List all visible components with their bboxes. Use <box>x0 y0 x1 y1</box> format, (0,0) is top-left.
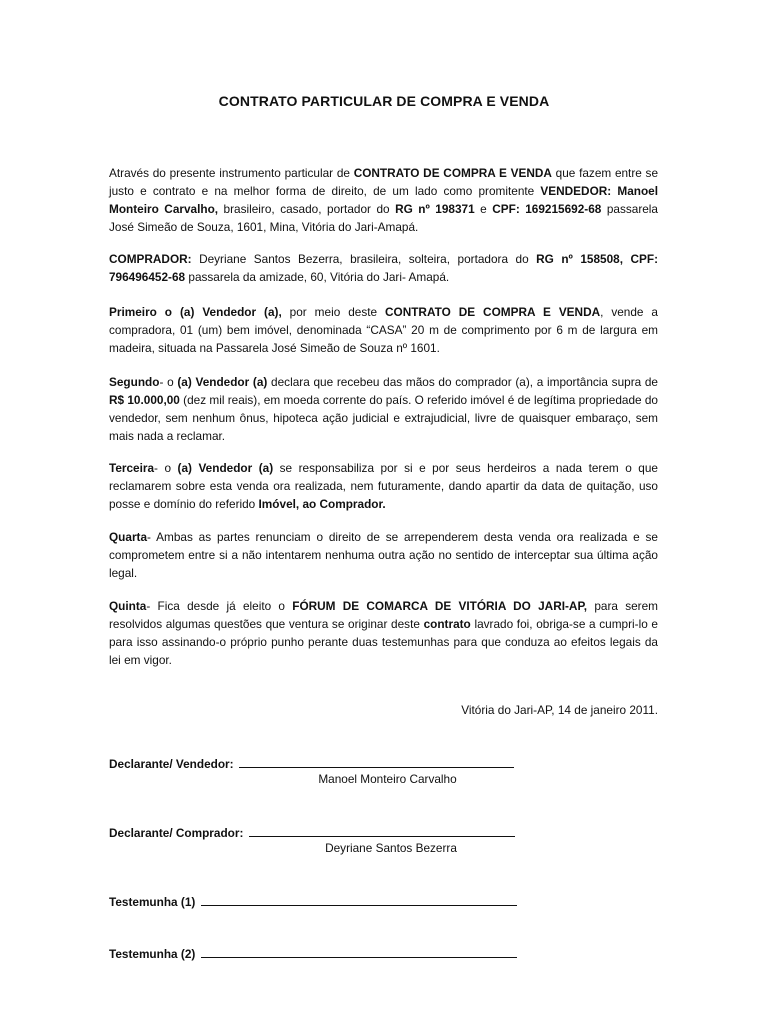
buyer-text-2: passarela da amizade, 60, Vitória do Jari- Amapá. <box>185 270 450 284</box>
document-title: CONTRATO PARTICULAR DE COMPRA E VENDA <box>218 93 550 109</box>
witness-2-label: Testemunha (2) <box>109 947 196 961</box>
fifth-text-3: lavrado foi, obriga-se a cumpri-lo e para isso assinando-o próprio punho perante duas testemunhas para que conduza ao efeitos legais da lei em vigor. <box>109 617 658 667</box>
intro-bold-4: CPF: 169215692-68 <box>492 202 602 216</box>
witness-1-line <box>109 893 517 909</box>
fifth-text-1: - Fica desde já eleito o <box>146 599 293 613</box>
clause-third <box>109 459 658 513</box>
intro-text-5: passarela José Simeão de Souza, 1601, Mina, Vitória do Jari-Amapá. <box>109 202 658 234</box>
first-bold-1: Primeiro o (a) Vendedor (a), <box>109 305 282 319</box>
intro-paragraph <box>109 164 658 236</box>
intro-text-3: brasileiro, casado, portador do <box>218 202 396 216</box>
buyer-signature-rule <box>249 824 515 837</box>
second-bold-1: Segundo <box>109 375 160 389</box>
buyer-signature-line <box>109 824 515 840</box>
fourth-text-1: - Ambas as partes renunciam o direito de se arrependerem desta venda ora realizada e se comprometem entre si a não intentarem nenhuma outra ação no sentido de interceptar sua última ação legal. <box>109 530 658 580</box>
buyer-name: Deyriane Santos Bezerra <box>325 841 457 855</box>
clause-second <box>109 373 658 445</box>
witness-2-line <box>109 945 517 961</box>
fifth-bold-1: Quinta <box>109 599 147 613</box>
first-text-2: , vende a compradora, 01 (um) bem imóvel, denominada “CASA” 20 m de comprimento por 6 m de largura em madeira, situada na Passarela José Simeão de Souza nº 1601. <box>109 305 658 355</box>
fifth-bold-2: FÓRUM DE COMARCA DE VITÓRIA DO JARI-AP, <box>292 599 588 613</box>
third-bold-2: (a) Vendedor (a) <box>177 461 274 475</box>
buyer-text-1: Deyriane Santos Bezerra, brasileira, solteira, portadora do <box>191 252 537 266</box>
second-text-3: (dez mil reais), em moeda corrente do país. O referido imóvel é de legítima propriedade do vendedor, sem nenhum ônus, hipoteca ação judicial e extrajudicial, livre de quaisquer embaraço, sem mais nada a reclamar. <box>109 393 658 443</box>
clause-fifth <box>109 597 658 669</box>
seller-signature-line <box>109 755 514 771</box>
intro-text-2: que fazem entre se justo e contrato e na melhor forma de direito, de um lado como promitente <box>109 166 659 198</box>
seller-signature-label: Declarante/ Vendedor: <box>109 757 234 771</box>
intro-text-1: Através do presente instrumento particular de <box>109 166 354 180</box>
clause-fourth <box>109 528 658 582</box>
second-text-2: declara que recebeu das mãos do comprador (a), a importância supra de <box>267 375 658 389</box>
second-text-1: - o <box>159 375 178 389</box>
second-bold-2: (a) Vendedor (a) <box>177 375 268 389</box>
first-text-1: por meio deste <box>281 305 386 319</box>
intro-bold-3: RG nº 198371 <box>395 202 475 216</box>
fourth-bold-1: Quarta <box>109 530 148 544</box>
intro-bold-1: CONTRATO DE COMPRA E VENDA <box>353 166 552 180</box>
seller-signature-rule <box>239 755 514 768</box>
seller-name: Manoel Monteiro Carvalho <box>318 772 457 786</box>
witness-2-rule <box>201 945 517 958</box>
intro-text-4: e <box>474 202 493 216</box>
witness-1-rule <box>201 893 517 906</box>
fifth-text-2: para serem resolvidos algumas questões que ventura se originar deste <box>109 599 658 631</box>
fifth-bold-3: contrato <box>423 617 471 631</box>
witness-1-label: Testemunha (1) <box>109 895 196 909</box>
second-bold-3: R$ 10.000,00 <box>109 393 180 407</box>
clause-first <box>109 303 658 357</box>
intro-bold-2: VENDEDOR: Manoel Monteiro Carvalho, <box>109 184 659 216</box>
third-bold-1: Terceira <box>109 461 155 475</box>
first-bold-2: CONTRATO DE COMPRA E VENDA <box>385 305 601 319</box>
buyer-signature-label: Declarante/ Comprador: <box>109 826 244 840</box>
document-date: Vitória do Jari-AP, 14 de janeiro 2011. <box>461 703 658 717</box>
third-text-2: se responsabiliza por si e por seus herdeiros a nada terem o que reclamarem sobre esta venda ora realizada, nem futuramente, dando apartir da data de quitação, uso posse e domínio do referido <box>109 461 658 511</box>
buyer-paragraph <box>109 250 658 286</box>
third-text-1: - o <box>154 461 178 475</box>
third-bold-3: Imóvel, ao Comprador. <box>258 497 386 511</box>
buyer-bold-2: RG nº 158508, CPF: 796496452-68 <box>109 252 659 284</box>
buyer-bold-1: COMPRADOR: <box>109 252 192 266</box>
